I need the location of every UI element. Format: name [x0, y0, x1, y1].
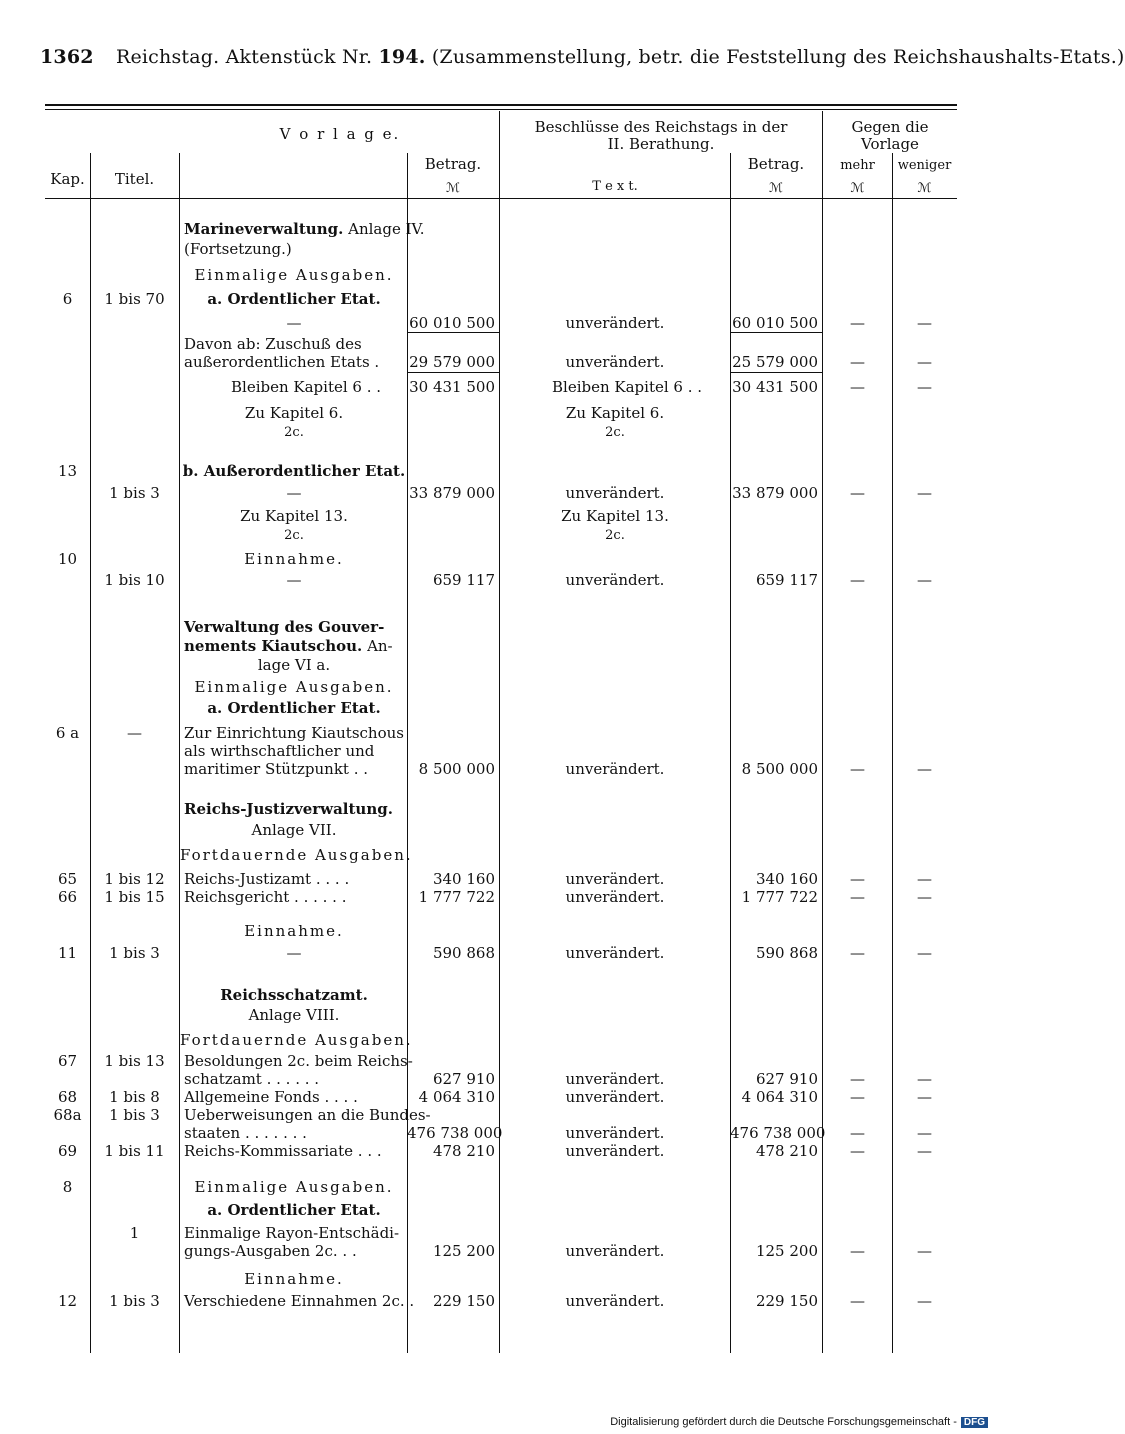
- text-cell: Zu Kapitel 6.: [565, 404, 665, 422]
- text-cell: Reichsgericht . . . . . .: [184, 888, 347, 906]
- weniger-cell: —: [917, 484, 932, 502]
- kap-cell: 68a: [53, 1106, 82, 1124]
- section-note: lage VI a.: [257, 656, 331, 674]
- text-cell: unverändert.: [565, 760, 665, 778]
- subsection-heading: a. Ordentlicher Etat.: [207, 290, 381, 308]
- text-cell: maritimer Stützpunkt . .: [184, 760, 369, 778]
- kap-cell: 12: [57, 1292, 78, 1310]
- mehr-cell: —: [850, 1070, 865, 1088]
- titel-heading: Titel.: [114, 170, 155, 188]
- text-cell: —: [286, 314, 302, 332]
- titel-cell: 1 bis 13: [104, 1052, 165, 1070]
- col-line-text2: [730, 153, 731, 1353]
- header-text: Reichstag. Aktenstück Nr.: [115, 46, 373, 68]
- amount-cell: 30 431 500: [409, 378, 495, 396]
- header-subtitle: (Zusammenstellung, betr. die Feststellung des Reichshaushalts-Etats.): [431, 46, 1125, 68]
- kap-cell: 6 a: [55, 724, 80, 742]
- text-cell: Reichs-Justizamt . . . .: [184, 870, 350, 888]
- titel-cell: 1 bis 3: [109, 944, 160, 962]
- amount-cell: 29 579 000: [409, 353, 495, 371]
- amount-cell: 1 777 722: [741, 888, 818, 906]
- titel-cell: 1 bis 11: [104, 1142, 165, 1160]
- text-cell: unverändert.: [565, 944, 665, 962]
- footer: [610, 1416, 988, 1428]
- subsection-heading: Einmalige Ausgaben.: [194, 1178, 394, 1196]
- titel-cell: 1 bis 8: [109, 1088, 160, 1106]
- mehr-cell: —: [850, 314, 865, 332]
- document-number: 194.: [378, 46, 426, 68]
- section-note: Anlage VII.: [251, 821, 337, 839]
- text-cell: 2c.: [605, 425, 625, 440]
- mehr-cell: —: [850, 1242, 865, 1260]
- weniger-cell: —: [917, 1088, 932, 1106]
- subsection-heading: Fortdauernde Ausgaben.: [180, 1031, 413, 1049]
- betrag-heading: Betrag.: [424, 155, 482, 173]
- kap-cell: 10: [57, 550, 78, 568]
- subsection-heading: Einmalige Ausgaben.: [194, 266, 394, 284]
- titel-cell: 1: [129, 1224, 140, 1242]
- titel-cell: 1 bis 12: [104, 870, 165, 888]
- titel-cell: 1 bis 3: [109, 484, 160, 502]
- text-cell: unverändert.: [565, 314, 665, 332]
- section-title: Reichs-Justizverwaltung.: [184, 800, 393, 818]
- text-cell: unverändert.: [565, 1242, 665, 1260]
- text-cell: Davon ab: Zuschuß des: [184, 335, 362, 353]
- kap-cell: 11: [57, 944, 78, 962]
- text-cell: schatzamt . . . . . .: [184, 1070, 320, 1088]
- text-cell: Bleiben Kapitel 6 . .: [552, 378, 703, 396]
- page-number: 1362: [40, 46, 94, 68]
- vorlage2-heading: Vorlage: [861, 135, 919, 153]
- section-note: (Fortsetzung.): [184, 240, 292, 258]
- weniger-cell: —: [917, 378, 932, 396]
- mehr-cell: —: [850, 1088, 865, 1106]
- text-cell: —: [286, 944, 302, 962]
- amount-cell: 627 910: [755, 1070, 818, 1088]
- mehr-cell: —: [850, 888, 865, 906]
- kap-cell: 8: [62, 1178, 73, 1196]
- amount-cell: 476 738 000: [407, 1124, 503, 1142]
- mehr-cell: —: [850, 1124, 865, 1142]
- text-cell: Ueberweisungen an die Bundes-: [184, 1106, 431, 1124]
- subsection-heading: Fortdauernde Ausgaben.: [180, 846, 413, 864]
- amount-cell: 125 200: [432, 1242, 495, 1260]
- text-cell: Bleiben Kapitel 6 . .: [231, 378, 382, 396]
- mehr-cell: —: [850, 1292, 865, 1310]
- mehr-cell: —: [850, 484, 865, 502]
- amount-cell: 659 117: [755, 571, 818, 589]
- text-cell: gungs-Ausgaben 2c. . .: [184, 1242, 357, 1260]
- text-cell: —: [286, 571, 302, 589]
- text-cell: Einmalige Rayon-Entschädi-: [184, 1224, 400, 1242]
- weniger-cell: —: [917, 1292, 932, 1310]
- amount-cell: 229 150: [432, 1292, 495, 1310]
- weniger-cell: —: [917, 353, 932, 371]
- mehr-cell: —: [850, 1142, 865, 1160]
- weniger-cell: —: [917, 1124, 932, 1142]
- text-cell: Verschiedene Einnahmen 2c. .: [184, 1292, 415, 1310]
- amount-cell: 627 910: [432, 1070, 495, 1088]
- section-title: Verwaltung des Gouver-: [184, 618, 385, 636]
- amount-cell: 340 160: [432, 870, 495, 888]
- betrag-unit: ℳ: [446, 181, 460, 196]
- top-rule-thin: [45, 109, 957, 110]
- mehr-heading: mehr: [840, 158, 875, 173]
- subsection-heading: Einmalige Ausgaben.: [194, 678, 394, 696]
- col-line-mehr: [892, 153, 893, 1353]
- subsection-heading: b. Außerordentlicher Etat.: [182, 462, 406, 480]
- weniger-unit: ℳ: [917, 181, 932, 196]
- weniger-cell: —: [917, 1070, 932, 1088]
- titel-cell: 1 bis 15: [104, 888, 165, 906]
- kap-cell: 68: [57, 1088, 78, 1106]
- titel-cell: —: [127, 724, 142, 742]
- amount-cell: 4 064 310: [418, 1088, 495, 1106]
- amount-cell: 60 010 500: [732, 314, 818, 332]
- mehr-cell: —: [850, 870, 865, 888]
- titel-cell: 1 bis 3: [109, 1106, 160, 1124]
- text-cell: unverändert.: [565, 870, 665, 888]
- betrag2-heading: Betrag.: [747, 155, 805, 173]
- kap-cell: 13: [57, 462, 78, 480]
- text-cell: Zu Kapitel 13.: [240, 507, 348, 525]
- amount-cell: 478 210: [755, 1142, 818, 1160]
- text-cell: unverändert.: [565, 1070, 665, 1088]
- text-cell: unverändert.: [565, 888, 665, 906]
- text-cell: 2c.: [284, 528, 304, 543]
- footer-text: Digitalisierung gefördert durch die Deutsche Forschungsgemeinschaft -: [610, 1416, 957, 1428]
- titel-cell: 1 bis 10: [104, 571, 165, 589]
- kap-cell: 69: [57, 1142, 78, 1160]
- kap-cell: 65: [57, 870, 78, 888]
- beschluesse-heading: Beschlüsse des Reichstags in der: [534, 118, 788, 136]
- kap-cell: 66: [57, 888, 78, 906]
- titel-cell: 1 bis 70: [104, 290, 165, 308]
- subsection-heading: Einnahme.: [244, 550, 344, 568]
- text-cell: unverändert.: [565, 571, 665, 589]
- mehr-cell: —: [850, 353, 865, 371]
- amount-cell: 340 160: [755, 870, 818, 888]
- weniger-cell: —: [917, 870, 932, 888]
- amount-cell: 125 200: [755, 1242, 818, 1260]
- text-cell: staaten . . . . . . .: [184, 1124, 307, 1142]
- sum-rule: [730, 332, 822, 333]
- weniger-cell: —: [917, 1142, 932, 1160]
- weniger-cell: —: [917, 571, 932, 589]
- col-line-titel: [179, 153, 180, 1353]
- amount-cell: 229 150: [755, 1292, 818, 1310]
- mehr-cell: —: [850, 944, 865, 962]
- weniger-cell: —: [917, 314, 932, 332]
- amount-cell: 30 431 500: [732, 378, 818, 396]
- text-cell: außerordentlichen Etats .: [184, 353, 380, 371]
- amount-cell: 476 738 000: [730, 1124, 826, 1142]
- amount-cell: 8 500 000: [741, 760, 818, 778]
- section-title: nements Kiautschou. An-: [184, 637, 393, 655]
- text-cell: 2c.: [605, 528, 625, 543]
- mehr-unit: ℳ: [850, 181, 865, 196]
- sum-rule: [407, 332, 499, 333]
- weniger-heading: weniger: [897, 158, 952, 173]
- gegen-heading: Gegen die: [851, 118, 929, 136]
- amount-cell: 4 064 310: [741, 1088, 818, 1106]
- kap-cell: 67: [57, 1052, 78, 1070]
- col-line-text: [407, 153, 408, 1353]
- page-header: [40, 46, 1125, 80]
- text-cell: Zur Einrichtung Kiautschous: [184, 724, 404, 742]
- subsection-heading: Einnahme.: [244, 922, 344, 940]
- section-title: Reichsschatzamt.: [220, 986, 368, 1004]
- text-cell: Reichs-Kommissariate . . .: [184, 1142, 382, 1160]
- section-note: Anlage VIII.: [248, 1006, 340, 1024]
- text-cell: Zu Kapitel 13.: [561, 507, 669, 525]
- dfg-logo: DFG: [961, 1417, 988, 1428]
- amount-cell: 8 500 000: [418, 760, 495, 778]
- col-line-kap: [90, 153, 91, 1353]
- section-title: Marineverwaltung. Anlage IV.: [184, 220, 425, 238]
- titel-cell: 1 bis 3: [109, 1292, 160, 1310]
- weniger-cell: —: [917, 888, 932, 906]
- col-line-betrag2: [822, 111, 823, 1353]
- text-cell: —: [286, 484, 302, 502]
- amount-cell: 590 868: [432, 944, 495, 962]
- text-cell: Zu Kapitel 6.: [244, 404, 344, 422]
- text-cell: unverändert.: [565, 1142, 665, 1160]
- amount-cell: 33 879 000: [409, 484, 495, 502]
- text-cell: Besoldungen 2c. beim Reichs-: [184, 1052, 413, 1070]
- amount-cell: 33 879 000: [732, 484, 818, 502]
- amount-cell: 60 010 500: [409, 314, 495, 332]
- text-cell: unverändert.: [565, 353, 665, 371]
- sum-rule: [730, 372, 822, 373]
- text-cell: als wirthschaftlicher und: [184, 742, 375, 760]
- amount-cell: 478 210: [432, 1142, 495, 1160]
- weniger-cell: —: [917, 944, 932, 962]
- text-cell: unverändert.: [565, 1292, 665, 1310]
- top-rule: [45, 104, 957, 106]
- header-rule: [45, 198, 957, 199]
- mehr-cell: —: [850, 760, 865, 778]
- subsection-heading: a. Ordentlicher Etat.: [207, 1201, 381, 1219]
- amount-cell: 659 117: [432, 571, 495, 589]
- mehr-cell: —: [850, 571, 865, 589]
- amount-cell: 1 777 722: [418, 888, 495, 906]
- text-cell: unverändert.: [565, 1088, 665, 1106]
- text-cell: 2c.: [284, 425, 304, 440]
- kap-cell: 6: [62, 290, 73, 308]
- col-line-betrag: [499, 111, 500, 1353]
- kap-heading: Kap.: [50, 170, 85, 188]
- mehr-cell: —: [850, 378, 865, 396]
- betrag2-unit: ℳ: [769, 181, 783, 196]
- weniger-cell: —: [917, 760, 932, 778]
- text-cell: unverändert.: [565, 1124, 665, 1142]
- subsection-heading: a. Ordentlicher Etat.: [207, 699, 381, 717]
- amount-cell: 25 579 000: [732, 353, 818, 371]
- text-heading: T e x t.: [592, 179, 638, 194]
- text-cell: Allgemeine Fonds . . . .: [184, 1088, 358, 1106]
- sum-rule: [407, 372, 499, 373]
- subsection-heading: Einnahme.: [244, 1270, 344, 1288]
- beratung-heading: II. Berathung.: [607, 135, 715, 153]
- vorlage-heading: V o r l a g e.: [279, 125, 401, 143]
- amount-cell: 590 868: [755, 944, 818, 962]
- weniger-cell: —: [917, 1242, 932, 1260]
- text-cell: unverändert.: [565, 484, 665, 502]
